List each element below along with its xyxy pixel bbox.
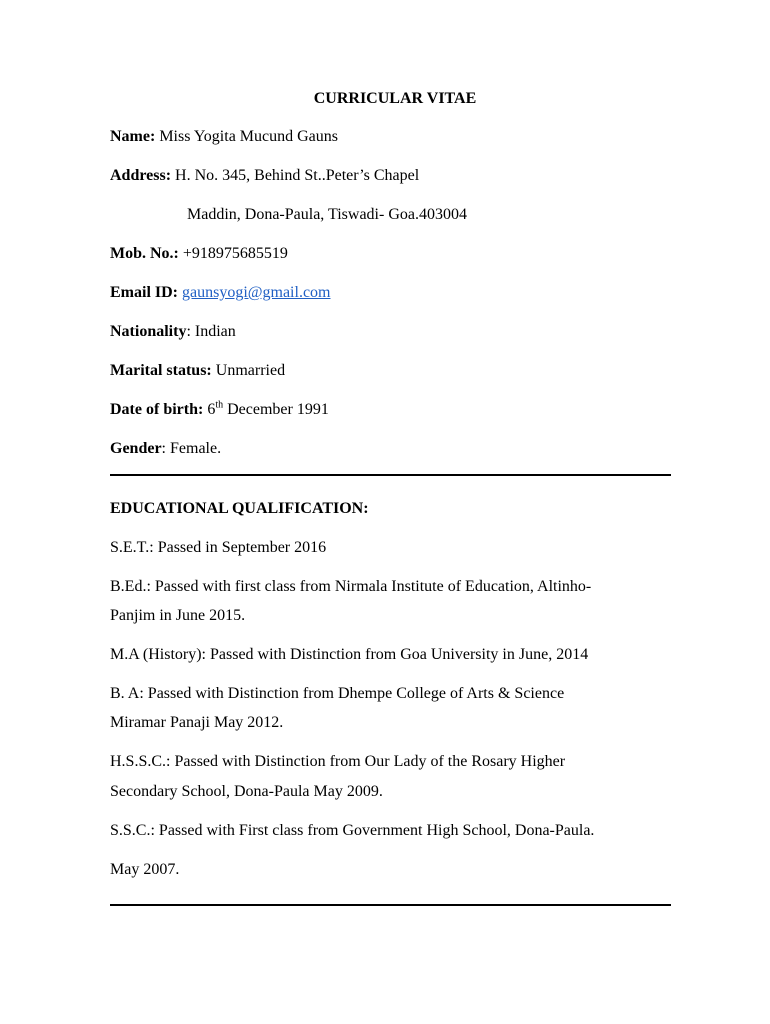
education-line: S.E.T.: Passed in September 2016 xyxy=(110,539,327,556)
email-label: Email ID: xyxy=(110,284,178,301)
education-line: Panjim in June 2015. xyxy=(110,607,246,624)
section-divider-bottom xyxy=(110,904,671,906)
education-line: M.A (History): Passed with Distinction from Goa University in June, 2014 xyxy=(110,646,589,663)
gender-row xyxy=(110,439,221,459)
name-value: Miss Yogita Mucund Gauns xyxy=(159,128,338,145)
gender-label: Gender xyxy=(110,440,162,457)
education-line: H.S.S.C.: Passed with Distinction from Our Lady of the Rosary Higher xyxy=(110,753,566,770)
name-row xyxy=(110,127,338,147)
section-divider-top xyxy=(110,474,671,476)
email-link[interactable]: gaunsyogi@gmail.com xyxy=(182,284,331,301)
mobile-label: Mob. No.: xyxy=(110,245,179,262)
education-line: B.Ed.: Passed with first class from Nirmala Institute of Education, Altinho- xyxy=(110,578,592,595)
nationality-row xyxy=(110,322,236,342)
dob-row xyxy=(110,400,329,420)
address-row xyxy=(110,166,419,186)
nationality-value: : Indian xyxy=(186,323,236,340)
dob-day: 6 xyxy=(207,401,216,418)
mobile-value: +918975685519 xyxy=(182,245,288,262)
marital-row xyxy=(110,361,285,381)
gender-value: : Female. xyxy=(161,440,222,457)
nationality-label: Nationality xyxy=(110,323,187,340)
marital-label: Marital status: xyxy=(110,362,212,379)
education-heading: EDUCATIONAL QUALIFICATION: xyxy=(110,500,369,517)
page-title: CURRICULAR VITAE xyxy=(313,90,477,107)
marital-value: Unmarried xyxy=(215,362,286,379)
email-row xyxy=(110,283,331,303)
address-line1: H. No. 345, Behind St..Peter’s Chapel xyxy=(175,167,420,184)
address-line2: Maddin, Dona-Paula, Tiswadi- Goa.403004 xyxy=(187,206,467,223)
mobile-row xyxy=(110,244,288,264)
education-line: S.S.C.: Passed with First class from Government High School, Dona-Paula. xyxy=(110,822,595,839)
dob-label: Date of birth: xyxy=(110,401,204,418)
dob-suffix: th xyxy=(215,399,224,411)
education-line: B. A: Passed with Distinction from Dhempe College of Arts & Science xyxy=(110,685,565,702)
name-label: Name: xyxy=(110,128,156,145)
address-label: Address: xyxy=(110,167,172,184)
education-line: Miramar Panaji May 2012. xyxy=(110,714,284,731)
education-line: May 2007. xyxy=(110,861,180,878)
dob-rest: December 1991 xyxy=(227,401,329,418)
education-line: Secondary School, Dona-Paula May 2009. xyxy=(110,783,383,800)
